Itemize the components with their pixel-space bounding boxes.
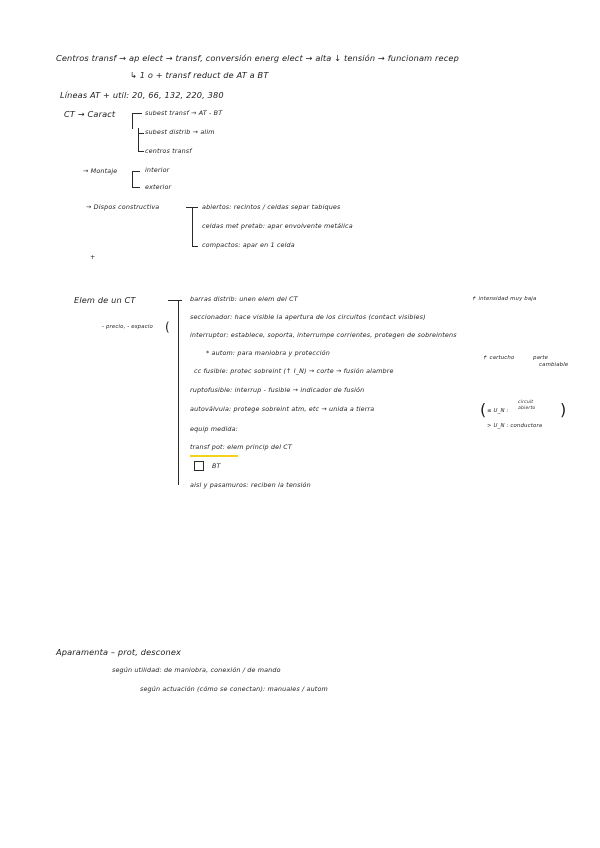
montaje-label: → Montaje xyxy=(83,167,118,175)
montaje-item-interior: interior xyxy=(145,166,170,174)
ct-bracket-bottom xyxy=(138,151,144,152)
plus-mark: + xyxy=(90,253,96,261)
elem-item-transf-pot: transf pot: elem princip del CT xyxy=(190,443,292,451)
valv-paren-open: ( xyxy=(480,400,487,419)
valv-abierto: abierto xyxy=(518,406,536,411)
annotation-intensidad: ↱ intensidad muy baja xyxy=(472,296,537,302)
aparamenta-title: Aparamenta – prot, desconex xyxy=(56,647,182,657)
aparamenta-line-1: según utilidad: de maniobra, conexión / de mando xyxy=(112,666,281,674)
elem-item-autovalvula: autoválvula: protege sobreint atm, etc → unida a tierra xyxy=(190,405,375,413)
montaje-bracket-top xyxy=(132,171,140,172)
elem-item-seccionador: seccionador: hace visible la apertura de los circuitos (contact visibles) xyxy=(190,313,426,321)
montaje-item-exterior: exterior xyxy=(145,183,172,191)
valv-circuit: circuit xyxy=(518,400,534,405)
elem-item-aisladores: aisl y pasamuros: reciben la tensión xyxy=(190,481,311,489)
annotation-cambiable: cambiable xyxy=(539,362,569,368)
ct-caract-item-3: centros transf xyxy=(145,147,192,155)
ct-caract-label: CT → Caract xyxy=(64,109,116,119)
elem-item-bt: BT xyxy=(212,462,221,470)
dispos-bracket xyxy=(192,207,193,247)
elem-item-autom: * autom: para maniobra y protección xyxy=(206,349,330,357)
elem-side-paren: ( xyxy=(165,320,170,334)
aparamenta-line-2: según actuación (cómo se conectan): manuales / autom xyxy=(140,685,328,693)
elem-item-fusible: cc fusible: protec sobreint (↑ I_N) → corte → fusión alambre xyxy=(194,367,394,375)
montaje-bracket xyxy=(132,171,133,188)
dispos-label: → Dispos constructiva xyxy=(86,203,160,211)
dispos-item-abiertos: abiertos: recintos / celdas separ tabiques xyxy=(202,203,341,211)
dispos-bracket-bottom xyxy=(192,246,198,247)
centros-line-2: ↳ 1 o + transf reduct de AT a BT xyxy=(130,70,269,80)
ct-bracket-vertical xyxy=(132,113,133,129)
elem-ct-label: Elem de un CT xyxy=(74,295,136,305)
highlight-transf-pot xyxy=(190,455,238,457)
ct-caract-item-1: subest transf → AT - BT xyxy=(145,109,223,117)
checkbox-icon xyxy=(194,461,204,471)
lineas-line: Líneas AT + util: 20, 66, 132, 220, 380 xyxy=(60,90,224,100)
elem-connector xyxy=(168,300,182,301)
ct-bracket-vertical-2 xyxy=(138,128,139,152)
dispos-item-compactos: compactos: apar en 1 celda xyxy=(202,241,295,249)
valv-paren-close: ) xyxy=(560,400,567,419)
elem-item-interruptor: interruptor: establece, soporta, interrumpe corrientes, protegen de sobreintens xyxy=(190,331,457,339)
elem-item-barras: barras distrib: unen elem del CT xyxy=(190,295,298,303)
elem-side-note: - precio, - espacio xyxy=(102,324,153,330)
valv-line-1: ≤ U_N : xyxy=(487,408,509,414)
annotation-parte: parte xyxy=(533,355,549,361)
centros-line-1: Centros transf → ap elect → transf, conversión energ elect → alta ↓ tensión → funcionam recep xyxy=(56,53,459,63)
ct-bracket-top xyxy=(132,113,142,114)
ct-bracket-mid xyxy=(138,133,144,134)
valv-line-2: > U_N : conductora xyxy=(487,423,543,429)
montaje-bracket-bottom xyxy=(132,187,140,188)
elem-item-equipo-medida: equip medida: xyxy=(190,425,238,433)
ct-caract-item-2: subest distrib → alim xyxy=(145,128,215,136)
elem-bracket xyxy=(178,300,179,485)
elem-item-ruptofusible: ruptofusible: interrup - fusible → indicador de fusión xyxy=(190,386,365,394)
annotation-cartucho: ↱ cartucho xyxy=(483,355,515,361)
dispos-item-celdas: celdas met pretab: apar envolvente metálica xyxy=(202,222,353,230)
